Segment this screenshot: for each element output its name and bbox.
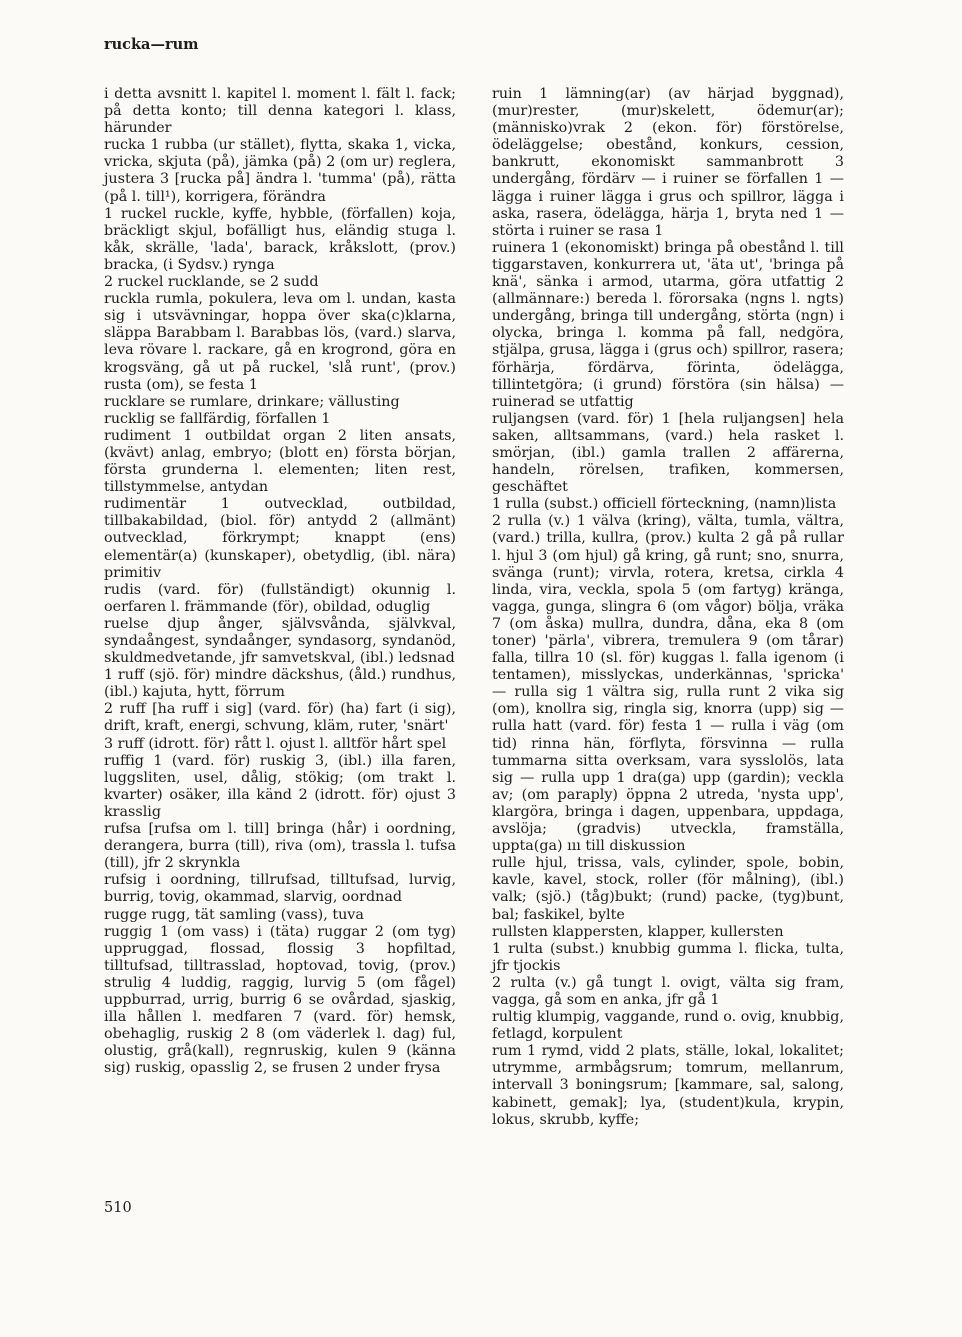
dictionary-entry: rugge rugg, tät samling (vass), tuva	[104, 906, 364, 923]
dictionary-entry: rucklare se rumlare, drinkare; vällusting	[104, 393, 400, 410]
dictionary-entry: ruinera 1 (ekonomiskt) bringa på obestånd l. till tiggarstaven, konkurrera ut, 'äta ut', 'bringa på knä', sänka i armod, utarma, göra utfattig 2 (allmännare:) bereda l. förorsaka (ngns l. ngts) undergång, bringa till undergång, störta (ngn) i olycka, bringa l. komma på fall, nedgöra, stjälpa, grusa, lägga i (grus och) spillror, rasera; förhärja, fördärva, förinta, ödelägga, tillintetgöra; (i grund) förstöra (sin hälsa) — ruinerad se utfattig	[492, 239, 844, 410]
dictionary-entry: ruckla rumla, pokulera, leva om l. undan, kasta sig i utsvävningar, hoppa över ska(c)klarna, släppa Barabbam l. Barabbas lös, (vard.) slarva, leva rövare l. rackare, gå en krogrond, göra en krogsväng, gå ut på ruckel, 'slå runt', (prov.) rusta (om), se festa 1	[104, 291, 456, 393]
dictionary-entry: ruljangsen (vard. för) 1 [hela ruljangsen] hela saken, alltsammans, (vard.) hela rasket l. smörjan, (ibl.) gamla trallen 2 affärerna, handeln, rörelsen, trafiken, kommersen, geschäftet	[492, 410, 844, 496]
dictionary-entry: 1 rulla (subst.) officiell förteckning, (namn)lista	[492, 496, 837, 513]
dictionary-entry: ruffig 1 (vard. för) ruskig 3, (ibl.) illa faren, luggsliten, usel, dålig, stökig; (om trakt l. kvarter) osäker, illa känd 2 (idrott. för) ojust 3 krasslig	[104, 752, 456, 820]
dictionary-entry: 1 ruff (sjö. för) mindre däckshus, (åld.) rundhus, (ibl.) kajuta, hytt, förrum	[104, 667, 456, 701]
dictionary-entry: rullsten klappersten, klapper, kullersten	[492, 923, 784, 940]
dictionary-entry: rufsig i oordning, tillrufsad, tilltufsad, lurvig, burrig, tovig, okammad, slarvig, oordnad	[104, 872, 456, 906]
dictionary-entry: 2 ruckel rucklande, se 2 sudd	[104, 274, 319, 291]
dictionary-entry: ruggig 1 (om vass) i (täta) ruggar 2 (om tyg) uppruggad, flossad, flossig 3 hopfiltad, tilltufsad, tilltrasslad, hoptovad, tovig, (prov.) strulig 4 luddig, raggig, lurvig 5 (om fågel) uppburrad, urrig, burrig 6 se ovårdad, sjaskig, illa hållen l. medfaren 7 (vard. för) hemsk, obehaglig, ruskig 2 8 (om väderlek l. dag) ful, olustig, grå(kall), regnruskig, kulen 9 (känna sig) ruskig, opasslig 2, se frusen 2 under frysa	[104, 923, 456, 1077]
dictionary-entry: ruelse djup ånger, självsvånda, självkval, syndaångest, syndaånger, syndasorg, syndanöd, skuldmedvetande, jfr samvetskval, (ibl.) ledsnad	[104, 615, 456, 667]
dictionary-entry: rultig klumpig, vaggande, rund o. ovig, knubbig, fetlagd, korpulent	[492, 1009, 844, 1043]
dictionary-entry: 2 ruff [ha ruff i sig] (vard. för) (ha) fart (i sig), drift, kraft, energi, schvung, kläm, ruter, 'snärt'	[104, 701, 456, 735]
dictionary-entry: rufsa [rufsa om l. till] bringa (hår) i oordning, derangera, burra (till), riva (om), trassla l. tufsa (till), jfr 2 skrynkla	[104, 821, 456, 872]
page-number: 510	[104, 1200, 132, 1216]
dictionary-entry: 1 rulta (subst.) knubbig gumma l. flicka, tulta, jfr tjockis	[492, 940, 844, 974]
dictionary-entry: rudimentär 1 outvecklad, outbildad, tillbakabildad, (biol. för) antydd 2 (allmänt) outvecklad, förkrympt; knappt (ens) elementär(a) (kunskaper), obetydlig, (ibl. nära) primitiv	[104, 496, 456, 581]
dictionary-entry: i detta avsnitt l. kapitel l. moment l. fält l. fack; på detta konto; till denna kategori l. klass, härunder	[104, 86, 456, 137]
dictionary-entry: ruin 1 lämning(ar) (av härjad byggnad), (mur)rester, (mur)skelett, ödemur(ar); (människo)vrak 2 (ekon. för) förstörelse, ödeläggelse; obestånd, konkurs, cession, bankrutt, ekonomiskt sammanbrott 3 undergång, fördärv — i ruiner se förfallen 1 — lägga i ruiner lägga i grus och spillror, lägga i aska, rasera, ödelägga, härja 1, bryta ned 1 — störta i ruiner se rasa 1	[492, 86, 844, 239]
dictionary-entry: rudiment 1 outbildat organ 2 liten ansats, (kvävt) anlag, embryo; (blott en) första början, första grunderna l. elementen; liten rest, tillstymmelse, antydan	[104, 427, 456, 496]
right-column	[492, 86, 844, 1129]
dictionary-entry: 2 rulla (v.) 1 välva (kring), välta, tumla, vältra, (vard.) trilla, kullra, (prov.) kulta 2 gå på rullar l. hjul 3 (om hjul) gå kring, gå runt; sno, snurra, svänga (runt); virvla, rotera, kretsa, cirkla 4 linda, vira, veckla, spola 5 (om fartyg) kränga, vagga, gunga, slingra 6 (om vågor) bölja, vräka 7 (om åska) mullra, dundra, dåna, eka 8 (om toner) 'pärla', vibrera, tremulera 9 (om tårar) falla, tillra 10 (sl. för) kuggas l. falla igenom (i tentamen), misslyckas, underkännas, 'spricka' — rulla sig 1 vältra sig, rulla runt 2 vika sig (om), knollra sig, ringla sig, knorra (upp) sig — rulla hatt (vard. för) festa 1 — rulla i väg (om tid) rinna hän, förflyta, försvinna — rulla tummarna sitta overksam, vara sysslolös, lata sig — rulla upp 1 dra(ga) upp (gardin); veckla av; (om paraply) öppna 2 utreda, 'nysta upp', klargöra, bringa i dagen, uppenbara, uppdaga, avslöja; (gradvis) utveckla, framställa, uppta(ga) ııı till diskussion	[492, 513, 844, 855]
dictionary-entry: 2 rulta (v.) gå tungt l. ovigt, välta sig fram, vagga, gå som en anka, jfr gå 1	[492, 974, 844, 1008]
dictionary-entry: 3 ruff (idrott. för) rått l. ojust l. alltför hårt spel	[104, 735, 447, 752]
dictionary-entry: rudis (vard. för) (fullständigt) okunnig l. oerfaren l. främmande (för), obildad, oduglig	[104, 581, 456, 615]
dictionary-entry: rum 1 rymd, vidd 2 plats, ställe, lokal, lokalitet; utrymme, armbågsrum; tomrum, mellanrum, intervall 3 boningsrum; [kammare, sal, salong, kabinett, gemak]; lya, (student)kula, krypin, lokus, skrubb, kyffe;	[492, 1043, 844, 1128]
dictionary-entry: 1 ruckel ruckle, kyffe, hybble, (förfallen) koja, bräckligt skjul, bofälligt hus, eländig stuga l. kåk, skrälle, 'lada', barack, kråkslott, (prov.) bracka, (i Sydsv.) rynga	[104, 205, 456, 273]
dictionary-entry: rucklig se fallfärdig, förfallen 1	[104, 410, 331, 427]
dictionary-entry: rulle hjul, trissa, vals, cylinder, spole, bobin, kavle, kavel, stock, roller (för målning), (ibl.) valk; (sjö.) (tåg)bukt; (rund) packe, (tyg)bunt, bal; faskikel, bylte	[492, 855, 844, 923]
running-head: rucka—rum	[104, 36, 199, 53]
left-column	[104, 86, 456, 1077]
dictionary-entry: rucka 1 rubba (ur stället), flytta, skaka 1, vicka, vricka, skjuta (på), jämka (på) 2 (om ur) reglera, justera 3 [rucka på] ändra l. 'tumma' (på), rätta (på l. till¹), korrigera, förändra	[104, 137, 456, 205]
